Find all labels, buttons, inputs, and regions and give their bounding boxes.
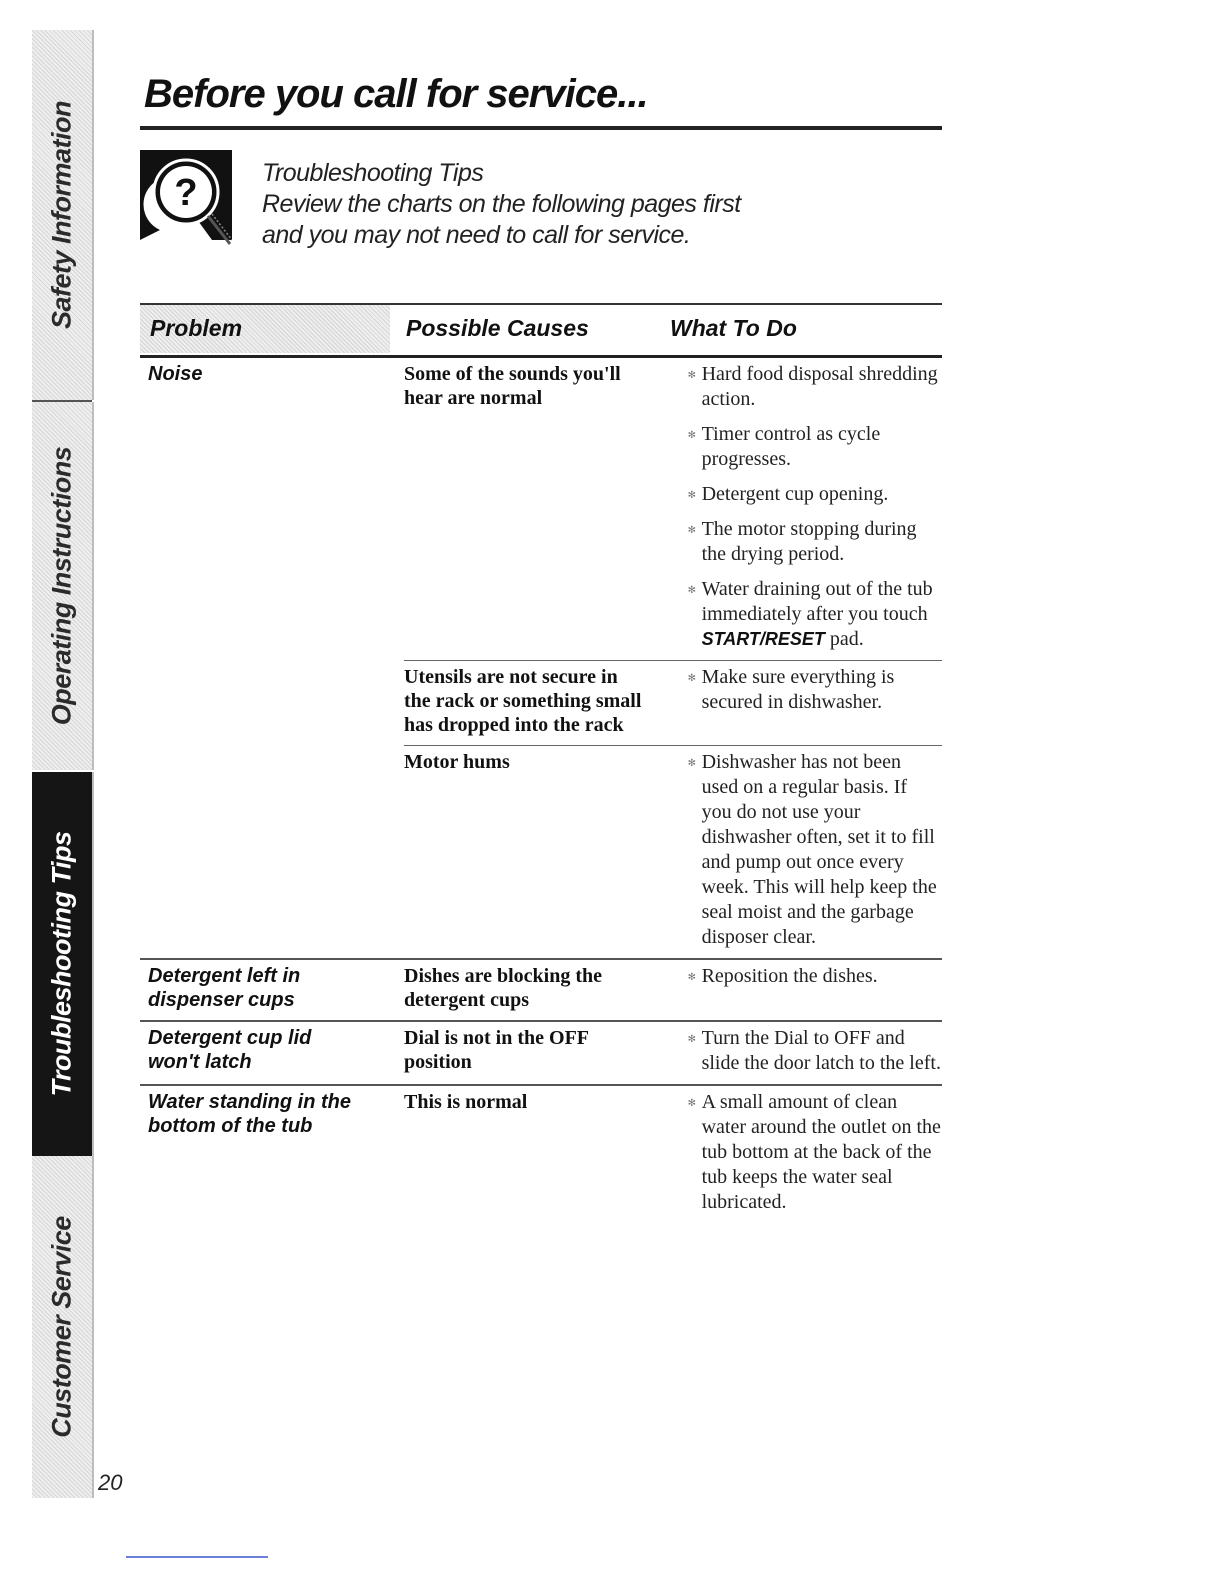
problem-label: Detergent cup lid won't latch bbox=[148, 1027, 312, 1073]
table-header bbox=[140, 303, 942, 358]
todo-text: Water draining out of the tub immediately after you touch bbox=[701, 578, 933, 625]
problem-label: Water standing in the bottom of the tub bbox=[148, 1091, 351, 1137]
bullet-icon: ✻ bbox=[687, 370, 696, 381]
todo-list bbox=[646, 358, 942, 660]
cause-row bbox=[404, 745, 942, 958]
cause-text: Motor hums bbox=[404, 751, 510, 773]
column-header-problem: Problem bbox=[150, 315, 243, 341]
todo-item bbox=[686, 1026, 942, 1076]
tab-customer-service[interactable] bbox=[32, 1156, 94, 1498]
todo-text: Hard food disposal shredding action. bbox=[701, 363, 938, 410]
todo-item bbox=[686, 517, 942, 567]
bullet-icon: ✻ bbox=[687, 490, 696, 501]
bullet-icon: ✻ bbox=[687, 972, 696, 983]
troubleshooting-table bbox=[140, 303, 942, 1223]
column-header-todo: What To Do bbox=[670, 315, 797, 341]
todo-list bbox=[646, 1086, 942, 1223]
cause-text: Dial is not in the OFF position bbox=[404, 1027, 589, 1073]
intro-line: and you may not need to call for service. bbox=[262, 221, 691, 249]
problem-row-noise bbox=[140, 358, 942, 960]
todo-item bbox=[686, 577, 942, 652]
side-tab-strip bbox=[32, 30, 94, 1498]
bullet-icon: ✻ bbox=[687, 585, 696, 596]
todo-text: Make sure everything is secured in dishwasher. bbox=[701, 666, 895, 713]
intro-text bbox=[262, 158, 741, 251]
todo-item bbox=[686, 964, 942, 989]
todo-text: Dishwasher has not been used on a regular basis. If you do not use your dishwasher often, set it to fill and pump out once every week. This will help keep the seal moist and the garbage disposer clear. bbox=[701, 751, 937, 948]
tab-safety-information[interactable] bbox=[32, 30, 94, 400]
bullet-icon: ✻ bbox=[687, 673, 696, 684]
question-magnifier-icon bbox=[140, 150, 232, 246]
bullet-icon: ✻ bbox=[687, 430, 696, 441]
bullet-icon: ✻ bbox=[687, 1034, 696, 1045]
todo-item bbox=[686, 1090, 942, 1215]
cause-row bbox=[404, 358, 942, 660]
column-header-causes: Possible Causes bbox=[406, 315, 589, 341]
todo-list bbox=[646, 661, 942, 745]
todo-item bbox=[686, 482, 942, 507]
todo-item bbox=[686, 362, 942, 412]
tab-label: Safety Information bbox=[46, 100, 77, 330]
cause-text: This is normal bbox=[404, 1091, 528, 1113]
todo-text: Detergent cup opening. bbox=[701, 483, 889, 505]
todo-list bbox=[646, 1022, 942, 1084]
cause-row bbox=[404, 1022, 942, 1084]
todo-text: pad. bbox=[824, 628, 864, 650]
cause-text: Dishes are blocking the detergent cups bbox=[404, 965, 602, 1011]
todo-list bbox=[646, 746, 942, 958]
tab-label: Customer Service bbox=[46, 1216, 77, 1438]
todo-text: A small amount of clean water around the outlet on the tub bottom at the back of the tub keeps the water seal lubricated. bbox=[701, 1091, 941, 1213]
tab-troubleshooting-tips[interactable] bbox=[32, 772, 94, 1156]
problem-row-cup-lid bbox=[140, 1022, 942, 1086]
cause-row bbox=[404, 1086, 942, 1223]
todo-text: Timer control as cycle progresses. bbox=[701, 423, 881, 470]
problem-row-water-standing bbox=[140, 1086, 942, 1223]
problem-label: Detergent left in dispenser cups bbox=[148, 965, 301, 1011]
cause-row bbox=[404, 960, 942, 1020]
cause-text: Some of the sounds you'll hear are normal bbox=[404, 363, 621, 409]
bullet-icon: ✻ bbox=[687, 758, 696, 769]
tab-label: Troubleshooting Tips bbox=[46, 831, 77, 1097]
problem-label: Noise bbox=[148, 363, 203, 385]
todo-text: The motor stopping during the drying period. bbox=[701, 518, 917, 565]
tab-label: Operating Instructions bbox=[46, 446, 77, 726]
todo-item bbox=[686, 665, 942, 715]
cause-text: Utensils are not secure in the rack or something small has dropped into the rack bbox=[404, 666, 642, 736]
svg-text:?: ? bbox=[174, 172, 198, 214]
bullet-icon: ✻ bbox=[687, 1098, 696, 1109]
title-rule bbox=[140, 126, 942, 130]
page-number: 20 bbox=[98, 1470, 123, 1495]
bullet-icon: ✻ bbox=[687, 525, 696, 536]
start-reset-pad-label: START/RESET bbox=[701, 629, 825, 649]
todo-text: Reposition the dishes. bbox=[701, 965, 878, 987]
cause-row bbox=[404, 660, 942, 745]
tab-operating-instructions[interactable] bbox=[32, 402, 94, 770]
page-title: Before you call for service... bbox=[144, 72, 648, 116]
intro-heading: Troubleshooting Tips bbox=[262, 159, 484, 187]
todo-item bbox=[686, 422, 942, 472]
problem-row-detergent-left bbox=[140, 960, 942, 1022]
bottom-decorative-line bbox=[126, 1556, 268, 1558]
intro-line: Review the charts on the following pages first bbox=[262, 190, 741, 218]
todo-list bbox=[646, 960, 942, 1020]
todo-text: Turn the Dial to OFF and slide the door latch to the left. bbox=[701, 1027, 941, 1074]
todo-item bbox=[686, 750, 942, 950]
